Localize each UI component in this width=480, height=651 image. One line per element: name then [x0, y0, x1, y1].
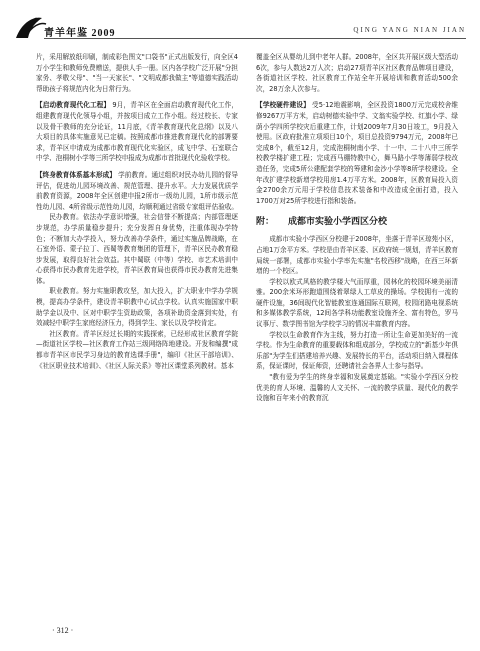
appendix-paragraph: 成都市实验小学西区分校建于2008年，坐落于青羊区琼苑小区，占地1万余平方米。学校是由青羊区委、区政府统一规划，青羊区教育局统一部署，成都市实验小学率先实施"名校西移"战略，在西三环新增的一个校区。: [256, 235, 459, 276]
section-lifelong-education: [36, 170, 238, 371]
right-column: [256, 52, 458, 404]
continued-paragraph: 覆盖全区从婴幼儿到中老年人群。2008年，全区共开展区级大型活动6次，参与人数达2万人次；启动27项青羊区社区教育品牌项目建设，各街道社区学校、社区教育工作站全年开展培训和教育活动500余次，28万余人次参与。: [256, 53, 458, 93]
section-title: 【学校硬件建设】: [256, 101, 310, 110]
section-body: 9月，青羊区在全面启动教育现代化工作，组建教育现代化领导小组，并按项目成立工作小组。经过校长、专家以及骨干教师的充分论证，11月底，《青羊教育现代化总纲》以及八大项目的具体实施意见已定稿。按照成都市推进教育现代化的部署要求，青羊区申请成为成都市教育现代化实验区，成飞中学、石室联合中学、泡桐树小学等三所学校申报成为成都市首批现代化验收学校。: [36, 101, 238, 163]
appendix-title: 成都市实验小学西区分校: [288, 217, 388, 228]
section-school-hardware: [256, 100, 458, 206]
section-title: 【启动教育现代化工程】: [36, 101, 111, 110]
appendix-paragraph: 学校以生命教育作为主线，努力打造一所让生命更加美好的一流学校。作为生命教育的重要载体和组成部分，学校成立的"新基少年俱乐部"为学生们搭建培养兴趣、发展特长的平台，活动项目纳入课程体系，保证课时，保证师资，还聘请社会各界人士参与指导。: [256, 330, 458, 371]
continued-paragraph: 片，采用解放纸印刷，制成彩色图文"口袋书"正式出版发行，向全区4万小学生和教师免费赠送，提供人手一册。区内各学校广泛开展"分担家务、孝敬父母"、"当一天家长"、"文明成都我做主"等道德实践活动帮助孩子将规范内化为日常行为。: [36, 53, 238, 93]
page-number: · 312 ·: [52, 626, 74, 635]
yearbook-pinyin-title: QING YANG NIAN JIAN: [353, 26, 466, 34]
appendix-paragraph: 学校以欧式风格的教学楼大气而厚重，园林化的校园环境美丽清雅。200余米环形跑道围绕着翠绿人工草皮的操场。学校拥有一流的硬件设施，36间现代化智能教室连通国际互联网，校园闭路电视系统和多媒体教学系统，12间各学科功能教室设施齐全、富有特色，罗马议事厅、数学图书馆为学校学习的情况丰富教育内容。: [256, 277, 458, 329]
paragraph-vocational-education: 职业教育。努力实施职教攻坚，加大投入，扩大职业中学办学规模，提高办学条件，建设青羊职教中心试点学校。认真实施国家中职助学金以及中、区对中职学生资助政策，各项补助资金落到实处，有效减轻中职学生家庭经济压力，得到学生、家长以及学校肯定。: [36, 287, 238, 328]
appendix-heading: [256, 216, 458, 228]
section-title: 【终身教育体系基本形成】: [36, 170, 116, 179]
paragraph-community-education: 社区教育。青羊区经过长期的实践探索，已经形成社区教育学院—街道社区学校—社区教育工作站三级网络阵地建设。开发和编撰"成都市青羊区市民学习身边的教育选课手册"，编印《社区干部培训》、《社区职业技术培训》、《社区人际关系》等社区课堂系列教材。基本: [36, 329, 238, 370]
section-modernization: [36, 100, 238, 164]
appendix-paragraph: "教有爱为学生的终身幸福和发展奠定基础。"实验小学西区分校优美的育人环境、温馨的人文关怀、一流的教学质量、现代化的教学设施和百年来小的教育沉: [256, 373, 458, 403]
section-body: 学前教育。通过组织对民办幼儿园的督导评估，促进幼儿园环境改善、规范管理、提升水平。大力发展优质学前教育资源，2008年全区创建申报2所市一级幼儿园，1所市级示范性幼儿园、4所省级示范性幼儿园，均顺利通过省级专家组评估验收。: [36, 170, 239, 211]
appendix-tag: 附：: [256, 217, 275, 228]
header-divider: [44, 38, 466, 39]
paragraph-private-education: 民办教育。依法办学意识增强，社会信誉不断提高；内部管理逐步规范，办学质量稳步提升；充分发挥自身优势，注重体现办学特色；不断加大办学投入，努力改善办学条件，通过实施品牌战略，在石室外语、蒙子拉丁、西蜀等教育集团的管理下，青羊区民办教育稳步发展，取得良好社会效益。其中蜀联（中等）学校、市艺术培训中心获得市民办教育先进学校，青羊区教育局也获得市民办教育先进集体。: [36, 213, 238, 285]
left-column: [36, 52, 238, 371]
yearbook-title: 青羊年鉴 2009: [44, 28, 116, 39]
section-body: 受5·12地震影响，全区投资1800万元完成校舍维修9267万平方米，启动树德实验中学、文翁实验学校、红旗小学、绿荫小学四所学校灾后重建工作，计划2009年7月30日竣工，9月投入使用。区政府批准立项项目10个，项目总投资9794万元，2008年已完成8个，截至12月，完成泡桐树南小学、十一中、二十八中三所学校教学楼扩建工程；完成西马棚特教中心，舞马路小学等薄弱学校改造任务，完成5所公建配套学校的筹建和金沙小学等8所学校建设。全年改扩建学校新增学校用房1.4万平方米。2008年，区教育局投入资金2700余万元用于学校信息技术装备和中改造成全面打造，投入1700万对25所学校进行指和装备。: [256, 101, 458, 205]
